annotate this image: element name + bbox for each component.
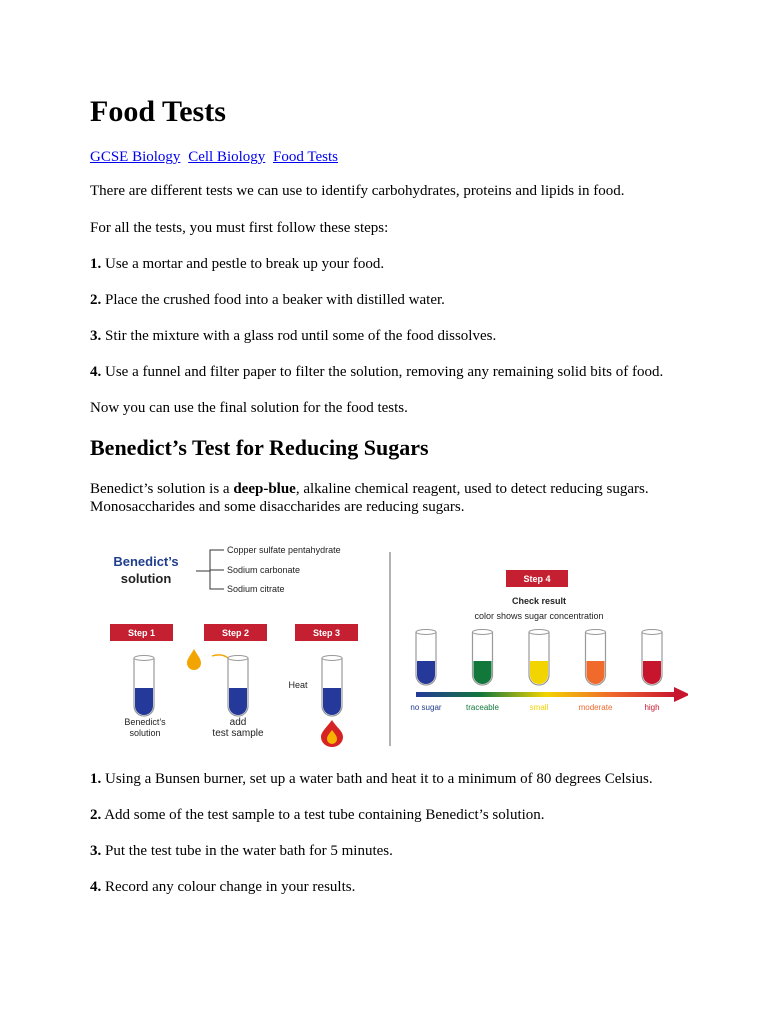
benedict-step-4 — [90, 878, 690, 896]
result-tube-high — [642, 630, 662, 713]
intro-paragraph: There are different tests we can use to identify carbohydrates, proteins and lipids in food. — [90, 183, 625, 199]
benedict-step-1 — [90, 770, 690, 788]
tube-1-caption-line-1: Benedict’s — [124, 717, 166, 727]
step-number: 1. — [90, 256, 102, 272]
step-text: Use a funnel and filter paper to filter the solution, removing any remaining solid bits of food. — [105, 364, 664, 380]
benedict-step-2 — [90, 806, 690, 824]
prep-step-4 — [90, 363, 690, 381]
check-result-label: Check result — [511, 596, 567, 606]
result-liquid — [643, 661, 661, 684]
sample-drop-icon — [187, 649, 201, 670]
ingredient-copper-sulfate: Copper sulfate pentahydrate — [227, 545, 341, 555]
step-number: 2. — [90, 807, 102, 823]
check-subtitle: color shows sugar concentration — [474, 611, 604, 621]
prep-step-1 — [90, 255, 690, 273]
deep-blue-emphasis: deep-blue — [233, 481, 296, 497]
ingredient-sodium-citrate: Sodium citrate — [227, 584, 285, 594]
breadcrumb-link-gcse-biology[interactable]: GCSE Biology — [90, 149, 181, 165]
step-number: 4. — [90, 364, 102, 380]
result-liquid — [530, 661, 548, 684]
result-tubes — [410, 630, 662, 713]
benedict-description — [90, 480, 690, 516]
step-number: 4. — [90, 879, 102, 895]
result-label-no-sugar: no sugar — [410, 703, 442, 712]
result-label-small: small — [529, 703, 549, 712]
result-tube-small — [529, 630, 549, 713]
steps-intro-paragraph: For all the tests, you must first follow these steps: — [90, 220, 389, 236]
step-3-label: Step 3 — [312, 628, 341, 638]
breadcrumb — [90, 147, 342, 167]
step-text: Add some of the test sample to a test tube containing Benedict’s solution. — [104, 807, 545, 823]
tube-1-caption-line-2: solution — [129, 728, 161, 738]
step-number: 3. — [90, 328, 102, 344]
page-title: Food Tests — [90, 95, 226, 128]
breadcrumb-link-cell-biology[interactable]: Cell Biology — [188, 149, 266, 165]
prep-step-2 — [90, 291, 690, 309]
description-text: Benedict’s solution is a — [90, 481, 234, 497]
description-text: , alkaline chemical reagent, used to detect reducing sugars. Monosaccharides and some disaccharides are reducing sugars. — [90, 481, 649, 515]
test-tube-step-1 — [134, 656, 154, 717]
result-liquid — [587, 661, 605, 684]
section-title-benedict: Benedict’s Test for Reducing Sugars — [90, 435, 429, 460]
step-4-label: Step 4 — [523, 574, 551, 584]
flame-icon — [321, 720, 343, 747]
result-liquid — [474, 661, 492, 684]
concentration-arrow-shaft — [416, 692, 676, 697]
tube-2-caption-line-2: test sample — [212, 728, 264, 739]
solution-title-line-2: solution — [120, 571, 172, 586]
result-tube-traceable — [466, 630, 499, 713]
step-number: 3. — [90, 843, 102, 859]
test-tube-step-2 — [228, 656, 248, 717]
step-text: Using a Bunsen burner, set up a water bath and heat it to a minimum of 80 degrees Celsius. — [105, 771, 653, 787]
result-label-traceable: traceable — [466, 703, 499, 712]
step-2-label: Step 2 — [221, 628, 250, 638]
step-text: Put the test tube in the water bath for 5 minutes. — [105, 843, 393, 859]
result-tube-no-sugar — [410, 630, 441, 713]
step-text: Record any colour change in your results. — [105, 879, 356, 895]
step-number: 1. — [90, 771, 102, 787]
breadcrumb-link-food-tests[interactable]: Food Tests — [273, 149, 338, 165]
ingredients-bracket — [196, 550, 224, 589]
solution-title-line-1: Benedict’s — [113, 554, 179, 569]
step-text: Use a mortar and pestle to break up your food. — [105, 256, 385, 272]
benedict-test-diagram — [96, 538, 688, 750]
tube-2-caption-line-1: add — [229, 717, 247, 728]
test-tube-step-3 — [322, 656, 342, 717]
result-label-moderate: moderate — [578, 703, 613, 712]
result-liquid — [417, 661, 435, 684]
concentration-arrow-head-icon — [674, 687, 688, 702]
step-text: Stir the mixture with a glass rod until some of the food dissolves. — [105, 328, 497, 344]
heat-label: Heat — [288, 680, 308, 690]
prep-step-3 — [90, 327, 690, 345]
result-label-high: high — [644, 703, 660, 712]
step-text: Place the crushed food into a beaker with distilled water. — [105, 292, 445, 308]
benedict-step-3 — [90, 842, 690, 860]
step-number: 2. — [90, 292, 102, 308]
ingredient-sodium-carbonate: Sodium carbonate — [227, 565, 301, 575]
final-note-paragraph: Now you can use the final solution for the food tests. — [90, 400, 408, 416]
result-tube-moderate — [579, 630, 613, 713]
step-1-label: Step 1 — [127, 628, 156, 638]
